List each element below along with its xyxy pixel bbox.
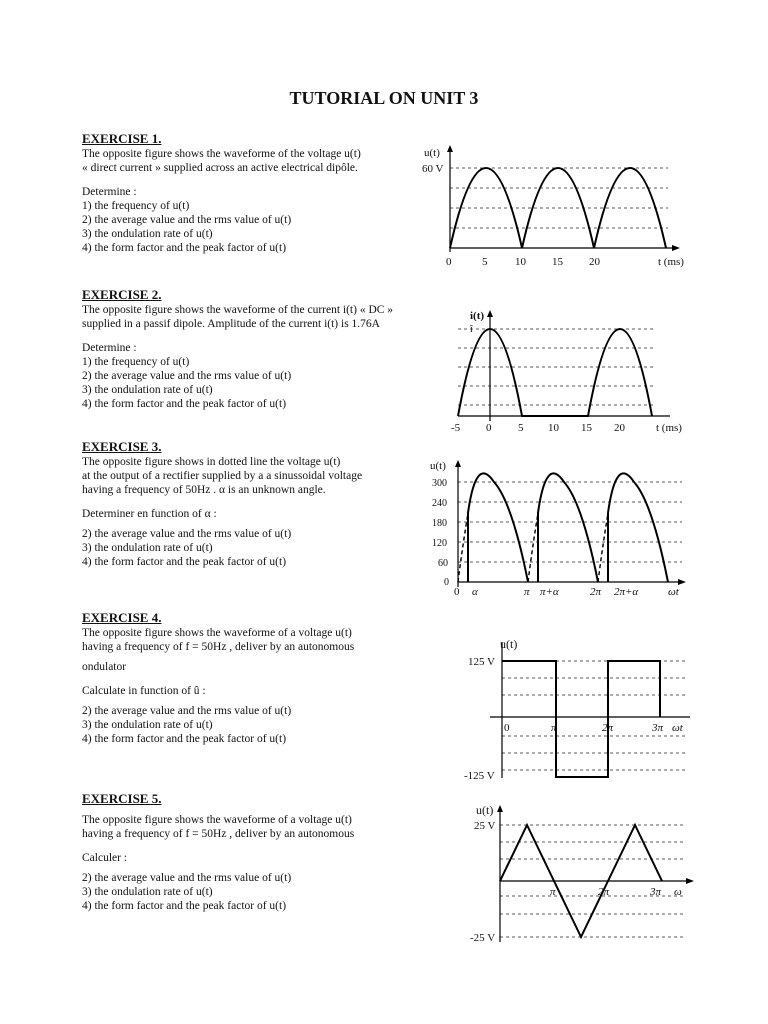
peak-label: 60 V <box>422 163 444 175</box>
y-tick: 180 <box>432 518 447 529</box>
intro-line: having a frequency of 50Hz . α is an unknown angle. <box>82 484 326 496</box>
x-tick: 0 <box>486 422 492 434</box>
intro-line: having a frequency of f = 50Hz , deliver by an autonomous <box>82 641 355 653</box>
prompt-text: Calculer : <box>82 852 128 864</box>
question-item: 4) the form factor and the peak factor of u(t) <box>82 900 287 912</box>
x-tick: α <box>472 586 478 598</box>
question-item: 1) the frequency of u(t) <box>82 200 190 212</box>
y-tick: 240 <box>432 498 447 509</box>
exercise-2 <box>82 288 432 411</box>
intro-line: The opposite figure shows the waveforme of a voltage u(t) <box>82 814 352 826</box>
x-tick: 20 <box>589 256 600 268</box>
exercise-2-figure <box>440 303 716 438</box>
question-item: 4) the form factor and the peak factor of u(t) <box>82 242 287 254</box>
bottom-label: -25 V <box>470 932 496 944</box>
page-title: TUTORIAL ON UNIT 3 <box>289 88 479 108</box>
exercise-1-figure <box>418 140 694 272</box>
x-tick: 20 <box>614 422 625 434</box>
y-tick: 120 <box>432 538 447 549</box>
x-tick: 10 <box>515 256 526 268</box>
axis-label-y: u(t) <box>476 803 494 817</box>
exercise-heading: EXERCISE 2. <box>82 287 162 302</box>
exercise-4-figure <box>460 636 700 784</box>
intro-line: at the output of a rectifier supplied by a a sinussoidal voltage <box>82 470 363 482</box>
x-tick: π+α <box>540 586 559 598</box>
x-tick: 2π <box>598 886 610 898</box>
x-tick: 15 <box>552 256 563 268</box>
question-item: 3) the ondulation rate of u(t) <box>82 886 213 898</box>
x-tick: 3π <box>650 886 662 898</box>
exercise-5 <box>82 792 432 913</box>
question-item: 3) the ondulation rate of u(t) <box>82 542 213 554</box>
axis-label-x: ω <box>674 886 682 898</box>
question-list <box>82 527 432 569</box>
intro-line: having a frequency of f = 50Hz , deliver by an autonomous <box>82 828 355 840</box>
x-tick: 5 <box>482 256 488 268</box>
exercise-5-figure <box>470 800 700 948</box>
prompt-text: Calculate in function of û : <box>82 685 206 697</box>
intro-line: ondulator <box>82 661 127 673</box>
axis-label-x: t (ms) <box>658 256 684 268</box>
question-item: 1) the frequency of u(t) <box>82 356 190 368</box>
question-list <box>82 355 432 411</box>
axis-label-y: u(t) <box>424 147 440 159</box>
question-list <box>82 871 432 913</box>
x-tick: π <box>550 886 556 898</box>
prompt-text: Determiner en function of α : <box>82 508 217 520</box>
exercise-4 <box>82 611 432 746</box>
x-tick: 0 <box>504 722 510 734</box>
prompt-text: Determine : <box>82 186 137 198</box>
exercise-heading: EXERCISE 5. <box>82 791 162 806</box>
axis-label-y: u(t) <box>500 637 518 651</box>
question-list <box>82 704 432 746</box>
question-item: 4) the form factor and the peak factor of u(t) <box>82 398 287 410</box>
exercise-3-figure <box>420 455 692 600</box>
exercise-heading: EXERCISE 4. <box>82 610 162 625</box>
bottom-label: -125 V <box>464 770 495 782</box>
x-tick: -5 <box>451 422 461 434</box>
axis-label-x: ωt <box>668 586 679 598</box>
question-list <box>82 199 432 255</box>
x-tick: 15 <box>581 422 592 434</box>
question-item: 3) the ondulation rate of u(t) <box>82 719 213 731</box>
axis-label-y: i(t) <box>470 310 485 322</box>
x-tick: 10 <box>548 422 559 434</box>
axis-label-y: u(t) <box>430 460 446 472</box>
x-tick: 2π <box>590 586 602 598</box>
x-tick: 0 <box>446 256 452 268</box>
question-item: 2) the average value and the rms value of u(t) <box>82 214 292 226</box>
question-item: 2) the average value and the rms value of u(t) <box>82 872 292 884</box>
y-tick: 0 <box>444 577 449 588</box>
intro-line: The opposite figure shows the waveforme of the current i(t) « DC » <box>82 304 394 316</box>
exercise-3 <box>82 440 432 569</box>
question-item: 2) the average value and the rms value of u(t) <box>82 370 292 382</box>
question-item: 4) the form factor and the peak factor of u(t) <box>82 556 287 568</box>
question-item: 3) the ondulation rate of u(t) <box>82 384 213 396</box>
x-tick: 2π+α <box>614 586 639 598</box>
question-item: 2) the average value and the rms value of u(t) <box>82 705 292 717</box>
x-tick: π <box>524 586 530 598</box>
intro-line: The opposite figure shows the waveforme of the voltage u(t) <box>82 148 361 160</box>
exercise-1 <box>82 132 432 255</box>
exercise-heading: EXERCISE 1. <box>82 131 162 146</box>
x-tick: 5 <box>518 422 524 434</box>
top-label: 125 V <box>468 656 495 668</box>
peak-label: î <box>470 324 473 335</box>
y-tick: 60 <box>438 558 448 569</box>
top-label: 25 V <box>474 820 496 832</box>
exercise-heading: EXERCISE 3. <box>82 439 162 454</box>
x-tick: 3π <box>652 722 664 734</box>
prompt-text: Determine : <box>82 342 137 354</box>
question-item: 2) the average value and the rms value of u(t) <box>82 528 292 540</box>
intro-line: The opposite figure shows the waveforme of a voltage u(t) <box>82 627 352 639</box>
axis-label-x: t (ms) <box>656 422 682 434</box>
intro-line: The opposite figure shows in dotted line the voltage u(t) <box>82 456 341 468</box>
question-item: 3) the ondulation rate of u(t) <box>82 228 213 240</box>
x-tick: 2π <box>602 722 614 734</box>
intro-line: supplied in a passif dipole. Amplitude of the current i(t) is 1.76A <box>82 318 380 330</box>
x-tick: 0 <box>454 586 460 598</box>
axis-label-x: ωt <box>672 722 683 734</box>
x-tick: π <box>551 722 557 734</box>
y-tick: 300 <box>432 478 447 489</box>
question-item: 4) the form factor and the peak factor of u(t) <box>82 733 287 745</box>
intro-line: « direct current » supplied across an active electrical dipôle. <box>82 162 358 174</box>
